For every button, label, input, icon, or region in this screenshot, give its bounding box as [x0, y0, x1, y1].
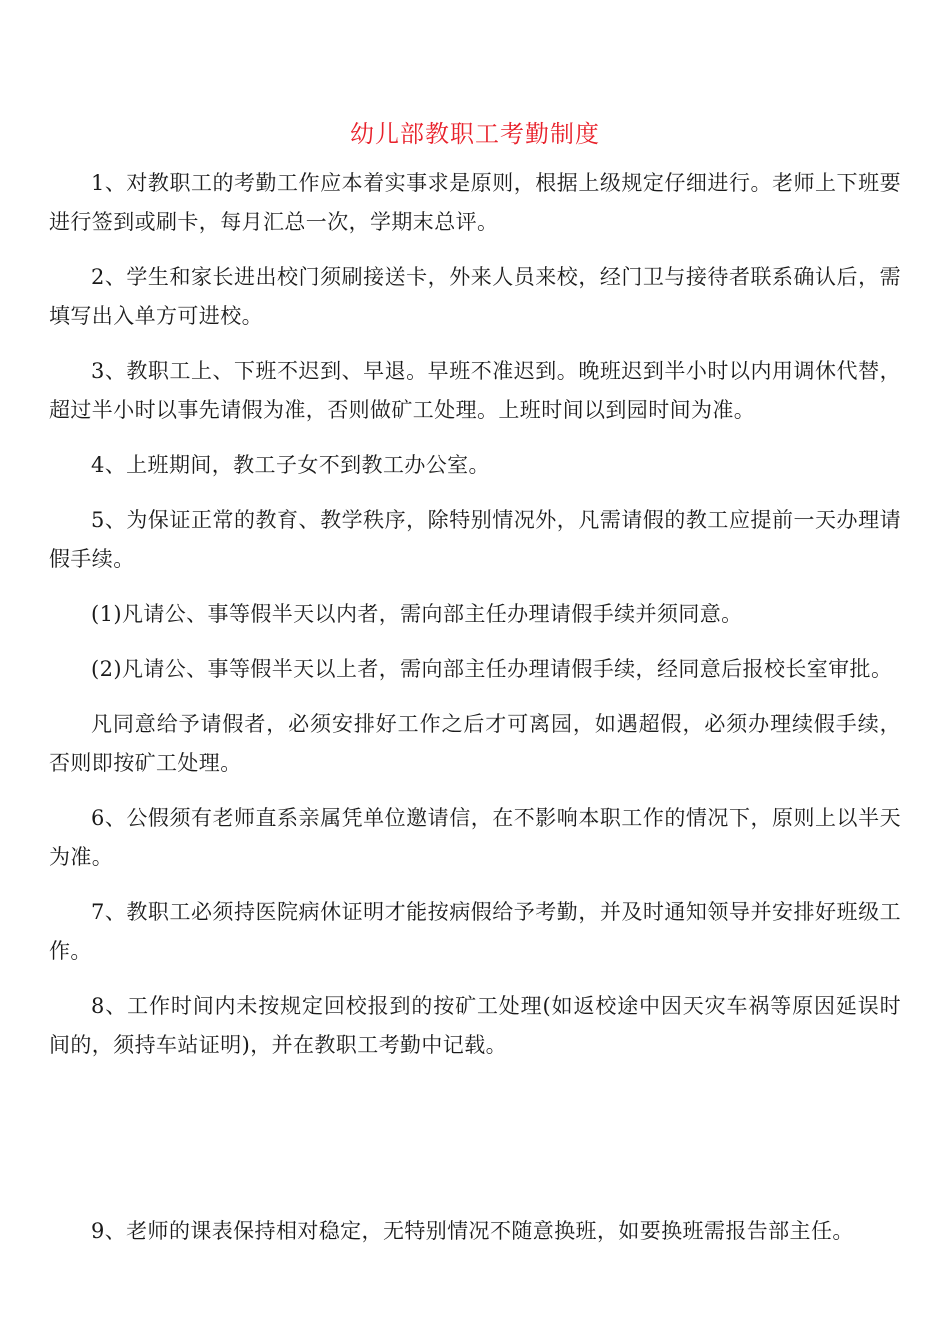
- paragraph-7: 7、教职工必须持医院病休证明才能按病假给予考勤，并及时通知领导并安排好班级工作。: [49, 900, 901, 963]
- paragraph-6: 6、公假须有老师直系亲属凭单位邀请信，在不影响本职工作的情况下，原则上以半天为准。: [49, 806, 901, 869]
- paragraph-2: 2、学生和家长进出校门须刷接送卡，外来人员来校，经门卫与接待者联系确认后，需填写出入单方可进校。: [49, 265, 901, 328]
- document-body: [49, 164, 901, 1081]
- paragraph-3: 3、教职工上、下班不迟到、早退。早班不准迟到。晚班迟到半小时以内用调休代替，超过半小时以事先请假为准，否则做矿工处理。上班时间以到园时间为准。: [49, 359, 901, 422]
- document-title: 幼儿部教职工考勤制度: [350, 120, 600, 148]
- paragraph-8: 8、工作时间内未按规定回校报到的按矿工处理(如返校途中因天灾车祸等原因延误时间的，须持车站证明)，并在教职工考勤中记载。: [49, 994, 901, 1057]
- paragraph-5-2: (2)凡请公、事等假半天以上者，需向部主任办理请假手续，经同意后报校长室审批。: [91, 657, 893, 681]
- paragraph-5-1: (1)凡请公、事等假半天以内者，需向部主任办理请假手续并须同意。: [91, 602, 743, 626]
- paragraph-9: 9、老师的课表保持相对稳定，无特别情况不随意换班，如要换班需报告部主任。: [91, 1219, 854, 1243]
- paragraph-4: 4、上班期间，教工子女不到教工办公室。: [91, 453, 490, 477]
- paragraph-1: 1、对教职工的考勤工作应本着实事求是原则，根据上级规定仔细进行。老师上下班要进行签到或刷卡，每月汇总一次，学期末总评。: [49, 171, 901, 234]
- paragraph-5: 5、为保证正常的教育、教学秩序，除特别情况外，凡需请假的教工应提前一天办理请假手续。: [49, 508, 901, 571]
- paragraph-5-note: 凡同意给予请假者，必须安排好工作之后才可离园，如遇超假，必须办理续假手续，否则即按矿工处理。: [49, 712, 901, 775]
